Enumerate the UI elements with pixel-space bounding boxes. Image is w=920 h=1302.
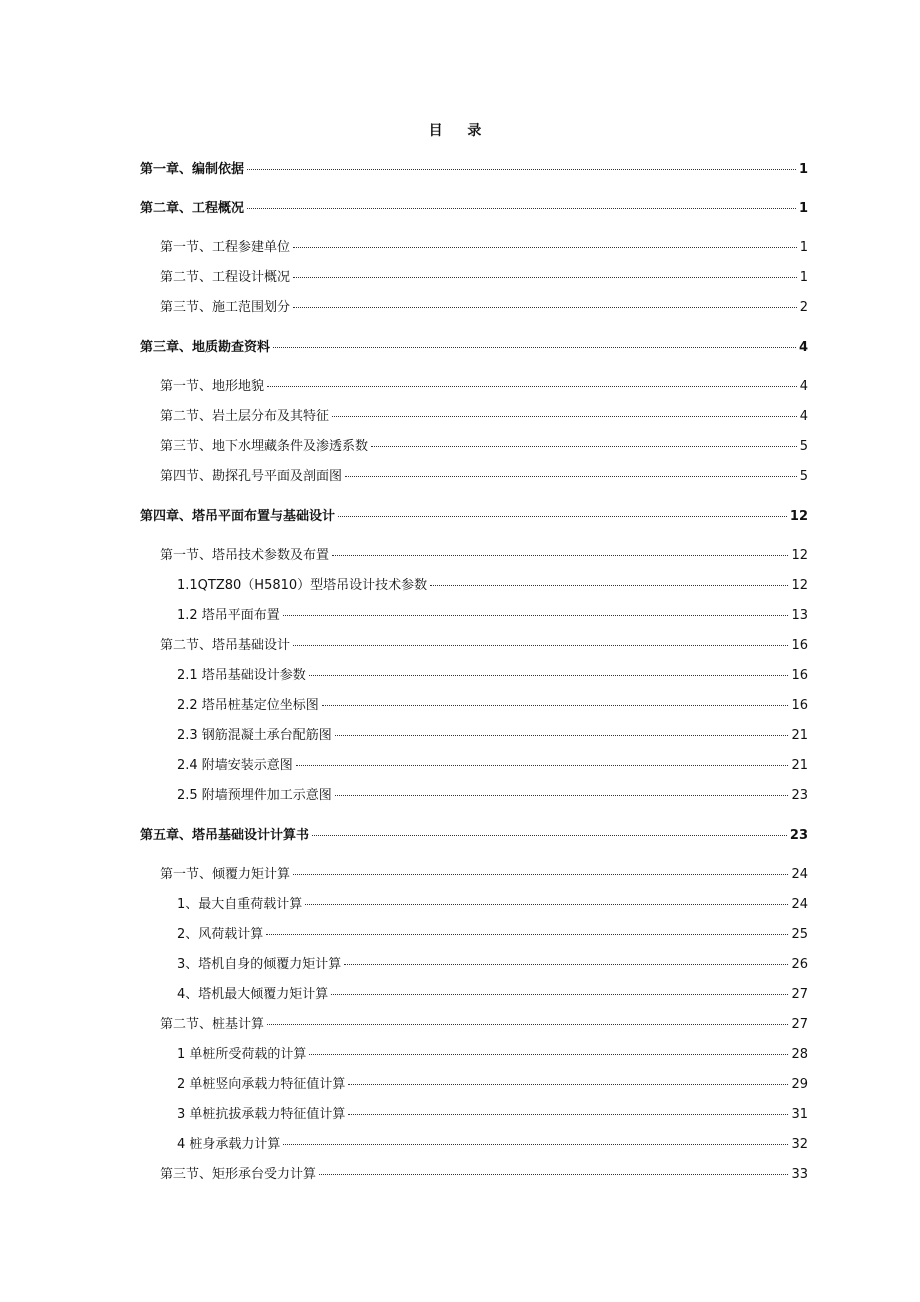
dot-leader — [344, 963, 788, 965]
dot-leader — [293, 306, 797, 308]
dot-leader — [293, 246, 797, 248]
toc-entry-chapter[interactable] — [140, 161, 808, 179]
toc-entry-label: 2.3 钢筋混凝土承台配筋图 — [177, 728, 332, 743]
toc-entry-section[interactable] — [160, 269, 808, 287]
toc-entry-label: 2、风荷载计算 — [177, 927, 264, 942]
dot-leader — [338, 515, 787, 517]
dot-leader — [247, 207, 796, 209]
dot-leader — [293, 644, 788, 646]
toc-entry-section[interactable] — [160, 408, 808, 426]
toc-page-number: 21 — [791, 728, 808, 743]
toc-page-number: 29 — [791, 1077, 808, 1092]
toc-entry-label: 第四章、塔吊平面布置与基础设计 — [140, 509, 336, 524]
toc-entry-label: 2.5 附墙预埋件加工示意图 — [177, 788, 332, 803]
toc-entry-label: 3、塔机自身的倾覆力矩计算 — [177, 957, 342, 972]
dot-leader — [335, 734, 789, 736]
toc-entry-label: 2.1 塔吊基础设计参数 — [177, 668, 306, 683]
toc-page-number: 4 — [799, 409, 808, 424]
dot-leader — [267, 385, 797, 387]
toc-page-number: 4 — [799, 379, 808, 394]
toc-page-number: 1 — [799, 240, 808, 255]
dot-leader — [266, 933, 788, 935]
toc-entry-chapter[interactable] — [140, 827, 808, 845]
toc-page-number: 16 — [791, 698, 808, 713]
toc-page-number: 33 — [791, 1167, 808, 1182]
toc-entry-label: 4 桩身承载力计算 — [177, 1137, 281, 1152]
toc-page-number: 16 — [791, 638, 808, 653]
toc-entry-sub[interactable] — [177, 1106, 808, 1124]
toc-entry-sub[interactable] — [177, 667, 808, 685]
toc-entry-sub[interactable] — [177, 697, 808, 715]
dot-leader — [345, 475, 797, 477]
dot-leader — [273, 346, 796, 348]
toc-page-number: 5 — [799, 439, 808, 454]
dot-leader — [247, 168, 796, 170]
dot-leader — [348, 1113, 788, 1115]
toc-entry-section[interactable] — [160, 1166, 808, 1184]
toc-entry-section[interactable] — [160, 468, 808, 486]
toc-entry-sub[interactable] — [177, 607, 808, 625]
toc-entry-label: 2 单桩竖向承载力特征值计算 — [177, 1077, 346, 1092]
dot-leader — [283, 1143, 788, 1145]
toc-entry-label: 1.2 塔吊平面布置 — [177, 608, 280, 623]
toc-entry-sub[interactable] — [177, 986, 808, 1004]
toc-entry-sub[interactable] — [177, 956, 808, 974]
toc-entry-label: 第二节、塔吊基础设计 — [160, 638, 291, 653]
toc-page-number: 24 — [791, 897, 808, 912]
toc-page-number: 5 — [799, 469, 808, 484]
dot-leader — [283, 614, 789, 616]
dot-leader — [371, 445, 797, 447]
toc-entry-label: 1、最大自重荷载计算 — [177, 897, 303, 912]
dot-leader — [305, 903, 788, 905]
toc-page-number: 32 — [791, 1137, 808, 1152]
toc-entry-chapter[interactable] — [140, 508, 808, 526]
toc-entry-label: 第二章、工程概况 — [140, 201, 245, 216]
toc-entry-section[interactable] — [160, 866, 808, 884]
toc-page-number: 23 — [789, 828, 808, 843]
toc-entry-chapter[interactable] — [140, 200, 808, 218]
toc-entry-label: 第五章、塔吊基础设计计算书 — [140, 828, 310, 843]
toc-entry-sub[interactable] — [177, 1076, 808, 1094]
toc-entry-sub[interactable] — [177, 896, 808, 914]
toc-entry-section[interactable] — [160, 239, 808, 257]
toc-entry-label: 第一节、地形地貌 — [160, 379, 265, 394]
toc-entry-label: 1.1QTZ80（H5810）型塔吊设计技术参数 — [177, 578, 428, 593]
toc-entry-label: 3 单桩抗拔承载力特征值计算 — [177, 1107, 346, 1122]
toc-page-number: 31 — [791, 1107, 808, 1122]
toc-entry-section[interactable] — [160, 299, 808, 317]
toc-entry-section[interactable] — [160, 637, 808, 655]
toc-entry-label: 4、塔机最大倾覆力矩计算 — [177, 987, 329, 1002]
toc-entry-sub[interactable] — [177, 727, 808, 745]
toc-page-number: 23 — [791, 788, 808, 803]
toc-entry-label: 第四节、勘探孔号平面及剖面图 — [160, 469, 343, 484]
toc-entry-label: 1 单桩所受荷载的计算 — [177, 1047, 307, 1062]
toc-entry-sub[interactable] — [177, 1136, 808, 1154]
dot-leader — [309, 1053, 788, 1055]
dot-leader — [296, 764, 789, 766]
toc-entry-label: 2.2 塔吊桩基定位坐标图 — [177, 698, 319, 713]
toc-entry-section[interactable] — [160, 547, 808, 565]
dot-leader — [309, 674, 789, 676]
toc-entry-section[interactable] — [160, 438, 808, 456]
toc-page-number: 26 — [791, 957, 808, 972]
toc-page-number: 28 — [791, 1047, 808, 1062]
toc-page-number: 27 — [791, 987, 808, 1002]
dot-leader — [430, 584, 788, 586]
toc-entry-label: 第二节、桩基计算 — [160, 1017, 265, 1032]
toc-entry-sub[interactable] — [177, 757, 808, 775]
toc-entry-label: 第一章、编制依据 — [140, 162, 245, 177]
toc-entry-label: 第三章、地质勘查资料 — [140, 340, 271, 355]
dot-leader — [293, 276, 797, 278]
toc-entry-label: 第三节、施工范围划分 — [160, 300, 291, 315]
toc-page-number: 27 — [791, 1017, 808, 1032]
toc-entry-label: 第二节、工程设计概况 — [160, 270, 291, 285]
toc-page-number: 2 — [799, 300, 808, 315]
dot-leader — [267, 1023, 788, 1025]
toc-page-number: 12 — [789, 509, 808, 524]
dot-leader — [312, 834, 787, 836]
toc-entry-chapter[interactable] — [140, 339, 808, 357]
toc-entry-sub[interactable] — [177, 787, 808, 805]
dot-leader — [335, 794, 789, 796]
toc-entry-sub[interactable] — [177, 926, 808, 944]
toc-page-number: 24 — [791, 867, 808, 882]
dot-leader — [348, 1083, 788, 1085]
toc-page-number: 13 — [791, 608, 808, 623]
toc-entry-label: 第一节、工程参建单位 — [160, 240, 291, 255]
toc-page-number: 1 — [798, 201, 808, 216]
toc-page-number: 25 — [791, 927, 808, 942]
toc-page-number: 21 — [791, 758, 808, 773]
dot-leader — [332, 554, 788, 556]
toc-entry-sub[interactable] — [177, 1046, 808, 1064]
toc-entry-section[interactable] — [160, 1016, 808, 1034]
toc-page-number: 16 — [791, 668, 808, 683]
toc-page-number: 1 — [798, 162, 808, 177]
dot-leader — [332, 415, 797, 417]
toc-entry-label: 第三节、地下水埋藏条件及渗透系数 — [160, 439, 369, 454]
toc-page-number: 12 — [791, 548, 808, 563]
toc-page-number: 4 — [798, 340, 808, 355]
toc-entry-section[interactable] — [160, 378, 808, 396]
dot-leader — [331, 993, 788, 995]
toc-entry-label: 第一节、倾覆力矩计算 — [160, 867, 291, 882]
toc-entry-label: 第二节、岩土层分布及其特征 — [160, 409, 330, 424]
toc-title: 目 录 — [428, 123, 492, 139]
dot-leader — [319, 1173, 788, 1175]
toc-entry-label: 2.4 附墙安装示意图 — [177, 758, 293, 773]
dot-leader — [322, 704, 789, 706]
toc-entry-label: 第一节、塔吊技术参数及布置 — [160, 548, 330, 563]
dot-leader — [293, 873, 788, 875]
toc-page-number: 12 — [791, 578, 808, 593]
toc-entry-sub[interactable] — [177, 577, 808, 595]
toc-page-number: 1 — [799, 270, 808, 285]
toc-entry-label: 第三节、矩形承台受力计算 — [160, 1167, 317, 1182]
